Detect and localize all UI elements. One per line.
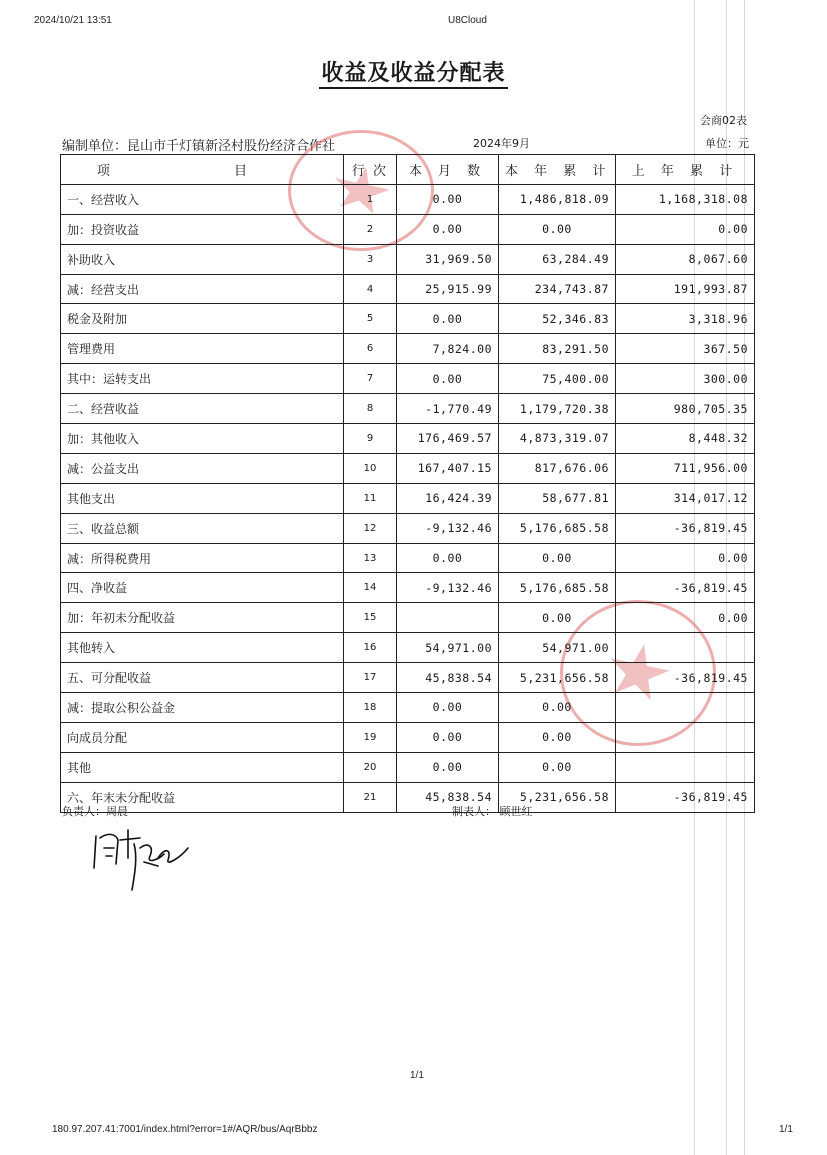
row-prior-year: 711,956.00 xyxy=(616,453,755,483)
row-line-number: 9 xyxy=(344,424,397,454)
row-item: 四、净收益 xyxy=(61,573,344,603)
row-year-to-date: 0.00 xyxy=(499,752,616,782)
row-prior-year: 0.00 xyxy=(616,603,755,633)
row-prior-year: 0.00 xyxy=(616,214,755,244)
row-line-number: 4 xyxy=(344,274,397,304)
table-row xyxy=(61,603,755,633)
row-year-to-date: 52,346.83 xyxy=(499,304,616,334)
row-line-number: 19 xyxy=(344,722,397,752)
row-line-number: 3 xyxy=(344,244,397,274)
row-current-month: 45,838.54 xyxy=(397,663,499,693)
row-year-to-date: 58,677.81 xyxy=(499,483,616,513)
row-current-month: -9,132.46 xyxy=(397,513,499,543)
column-header: 项 目 xyxy=(61,155,344,185)
row-prior-year xyxy=(616,633,755,663)
row-current-month: 0.00 xyxy=(397,364,499,394)
row-current-month: 0.00 xyxy=(397,214,499,244)
row-prior-year: -36,819.45 xyxy=(616,573,755,603)
row-line-number: 20 xyxy=(344,752,397,782)
table-row xyxy=(61,453,755,483)
row-item: 减：所得税费用 xyxy=(61,543,344,573)
row-current-month: -1,770.49 xyxy=(397,394,499,424)
row-current-month: 25,915.99 xyxy=(397,274,499,304)
row-prior-year: 980,705.35 xyxy=(616,394,755,424)
table-header-row xyxy=(61,155,755,185)
column-header: 上 年 累 计 xyxy=(616,155,755,185)
row-current-month: 7,824.00 xyxy=(397,334,499,364)
row-year-to-date: 75,400.00 xyxy=(499,364,616,394)
row-item: 向成员分配 xyxy=(61,722,344,752)
row-item: 加：年初未分配收益 xyxy=(61,603,344,633)
row-line-number: 13 xyxy=(344,543,397,573)
row-current-month: 0.00 xyxy=(397,543,499,573)
row-current-month: 0.00 xyxy=(397,184,499,214)
row-current-month: 45,838.54 xyxy=(397,782,499,812)
table-row xyxy=(61,752,755,782)
row-year-to-date: 0.00 xyxy=(499,693,616,723)
row-prior-year xyxy=(616,752,755,782)
row-current-month: 54,971.00 xyxy=(397,633,499,663)
row-line-number: 1 xyxy=(344,184,397,214)
row-line-number: 8 xyxy=(344,394,397,424)
column-header: 本 年 累 计 xyxy=(499,155,616,185)
table-row xyxy=(61,184,755,214)
row-current-month: 0.00 xyxy=(397,722,499,752)
row-item: 减：提取公积公益金 xyxy=(61,693,344,723)
income-distribution-table xyxy=(60,154,755,813)
table-row xyxy=(61,782,755,812)
row-line-number: 15 xyxy=(344,603,397,633)
row-line-number: 5 xyxy=(344,304,397,334)
row-prior-year: -36,819.45 xyxy=(616,663,755,693)
row-year-to-date: 1,179,720.38 xyxy=(499,394,616,424)
row-line-number: 6 xyxy=(344,334,397,364)
row-line-number: 11 xyxy=(344,483,397,513)
table-row xyxy=(61,483,755,513)
row-prior-year: 0.00 xyxy=(616,543,755,573)
row-item: 其他 xyxy=(61,752,344,782)
row-item: 三、收益总额 xyxy=(61,513,344,543)
preparer: 制表人： 顾世红 xyxy=(452,805,533,818)
row-line-number: 12 xyxy=(344,513,397,543)
page-url: 180.97.207.41:7001/index.html?error=1#/AQR/bus/AqrBbbz xyxy=(52,1124,318,1135)
row-current-month xyxy=(397,603,499,633)
row-prior-year: 367.50 xyxy=(616,334,755,364)
row-prior-year: 8,448.32 xyxy=(616,424,755,454)
row-line-number: 10 xyxy=(344,453,397,483)
table-row xyxy=(61,394,755,424)
row-line-number: 17 xyxy=(344,663,397,693)
row-line-number: 7 xyxy=(344,364,397,394)
row-year-to-date: 83,291.50 xyxy=(499,334,616,364)
page-count: 1/1 xyxy=(779,1124,793,1135)
row-prior-year: 300.00 xyxy=(616,364,755,394)
row-line-number: 16 xyxy=(344,633,397,663)
table-row xyxy=(61,693,755,723)
handwritten-signature xyxy=(88,818,198,898)
row-prior-year: 1,168,318.08 xyxy=(616,184,755,214)
row-item: 减：公益支出 xyxy=(61,453,344,483)
row-current-month: 31,969.50 xyxy=(397,244,499,274)
row-year-to-date: 0.00 xyxy=(499,603,616,633)
row-year-to-date: 5,231,656.58 xyxy=(499,663,616,693)
row-current-month: 0.00 xyxy=(397,752,499,782)
row-current-month: 167,407.15 xyxy=(397,453,499,483)
row-current-month: 16,424.39 xyxy=(397,483,499,513)
row-year-to-date: 63,284.49 xyxy=(499,244,616,274)
currency-unit: 单位：元 xyxy=(705,137,749,150)
row-line-number: 14 xyxy=(344,573,397,603)
table-row xyxy=(61,424,755,454)
row-year-to-date: 4,873,319.07 xyxy=(499,424,616,454)
row-prior-year xyxy=(616,693,755,723)
table-row xyxy=(61,364,755,394)
row-prior-year: 191,993.87 xyxy=(616,274,755,304)
row-prior-year: -36,819.45 xyxy=(616,513,755,543)
report-period: 2024年9月 xyxy=(473,137,530,150)
row-item: 一、经营收入 xyxy=(61,184,344,214)
table-row xyxy=(61,663,755,693)
column-header: 行 次 xyxy=(344,155,397,185)
row-year-to-date: 234,743.87 xyxy=(499,274,616,304)
row-year-to-date: 1,486,818.09 xyxy=(499,184,616,214)
table-row xyxy=(61,543,755,573)
table-row xyxy=(61,214,755,244)
column-header: 本 月 数 xyxy=(397,155,499,185)
row-item: 减：经营支出 xyxy=(61,274,344,304)
row-line-number: 18 xyxy=(344,693,397,723)
table-row xyxy=(61,304,755,334)
row-year-to-date: 817,676.06 xyxy=(499,453,616,483)
row-line-number: 21 xyxy=(344,782,397,812)
row-prior-year: 314,017.12 xyxy=(616,483,755,513)
row-prior-year: -36,819.45 xyxy=(616,782,755,812)
row-item: 六、年末未分配收益 xyxy=(61,782,344,812)
table-row xyxy=(61,274,755,304)
table-row xyxy=(61,633,755,663)
table-row xyxy=(61,244,755,274)
row-item: 五、可分配收益 xyxy=(61,663,344,693)
row-year-to-date: 5,231,656.58 xyxy=(499,782,616,812)
table-row xyxy=(61,513,755,543)
row-item: 加：其他收入 xyxy=(61,424,344,454)
row-item: 补助收入 xyxy=(61,244,344,274)
row-item: 其中：运转支出 xyxy=(61,364,344,394)
row-year-to-date: 54,971.00 xyxy=(499,633,616,663)
responsible-person: 负责人：周晨 xyxy=(62,805,128,818)
table-row xyxy=(61,573,755,603)
row-item: 其他支出 xyxy=(61,483,344,513)
report-title: 收益及收益分配表 xyxy=(0,56,827,87)
compiling-unit: 编制单位：昆山市千灯镇新泾村股份经济合作社 xyxy=(62,139,336,154)
row-prior-year: 8,067.60 xyxy=(616,244,755,274)
row-year-to-date: 0.00 xyxy=(499,214,616,244)
row-year-to-date: 0.00 xyxy=(499,543,616,573)
row-current-month: -9,132.46 xyxy=(397,573,499,603)
row-item: 二、经营收益 xyxy=(61,394,344,424)
table-row xyxy=(61,722,755,752)
row-current-month: 0.00 xyxy=(397,304,499,334)
row-current-month: 0.00 xyxy=(397,693,499,723)
row-year-to-date: 5,176,685.58 xyxy=(499,573,616,603)
row-prior-year xyxy=(616,722,755,752)
row-current-month: 176,469.57 xyxy=(397,424,499,454)
print-datetime: 2024/10/21 13:51 xyxy=(34,15,112,26)
page-number: 1/1 xyxy=(410,1070,424,1081)
form-code: 会商02表 xyxy=(700,114,747,127)
row-item: 加：投资收益 xyxy=(61,214,344,244)
table-row xyxy=(61,334,755,364)
row-prior-year: 3,318.96 xyxy=(616,304,755,334)
row-item: 管理费用 xyxy=(61,334,344,364)
print-app-name: U8Cloud xyxy=(448,15,487,26)
row-line-number: 2 xyxy=(344,214,397,244)
row-item: 其他转入 xyxy=(61,633,344,663)
row-year-to-date: 0.00 xyxy=(499,722,616,752)
row-year-to-date: 5,176,685.58 xyxy=(499,513,616,543)
row-item: 税金及附加 xyxy=(61,304,344,334)
